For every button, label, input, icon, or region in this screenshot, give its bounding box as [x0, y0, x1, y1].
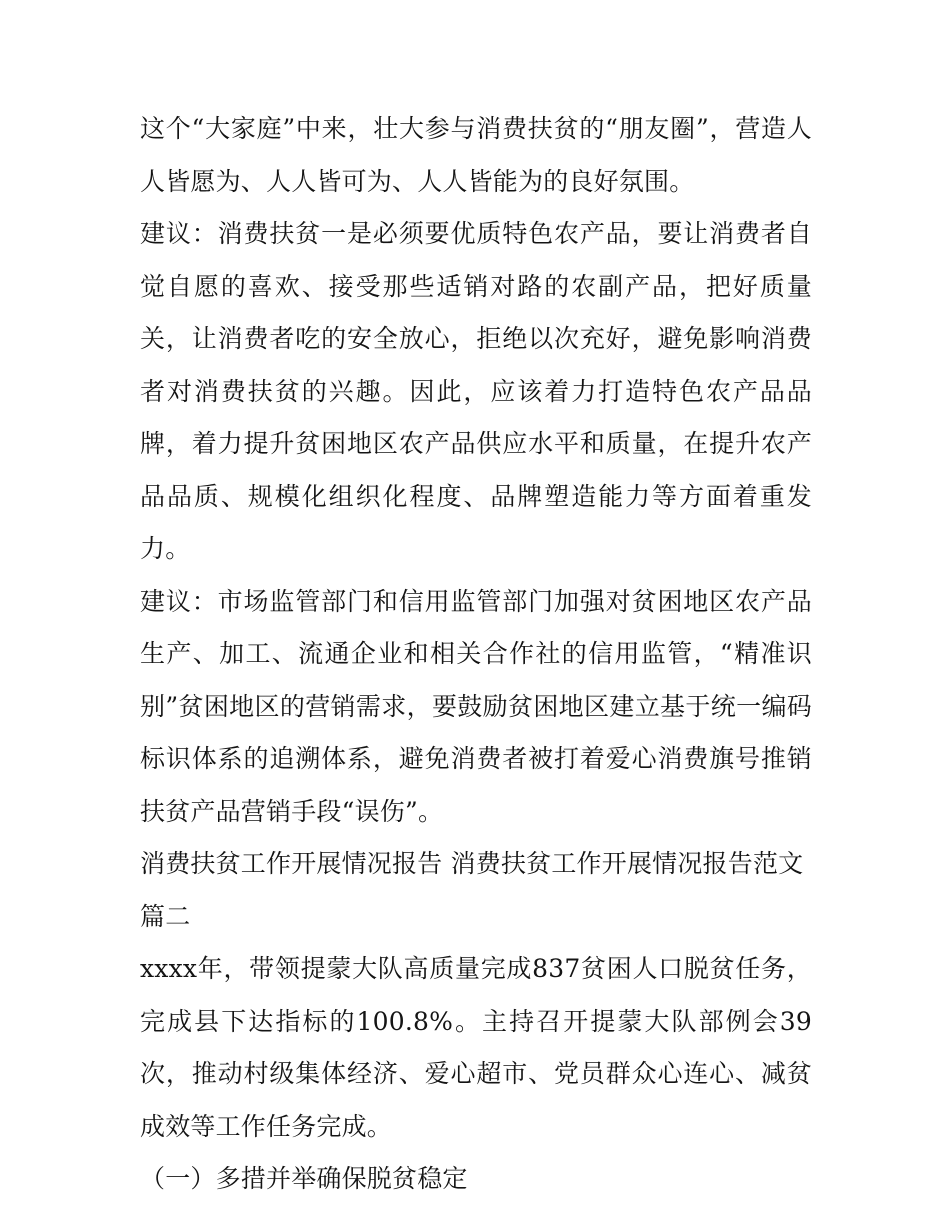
document-body: [140, 103, 812, 1206]
report-title: 消费扶贫工作开展情况报告 消费扶贫工作开展情况报告范文篇二: [140, 849, 804, 931]
paragraph-suggestion-supervision: 建议：市场监管部门和信用监管部门加强对贫困地区农产品生产、加工、流通企业和相关合作社的信用监管，“精准识别”贫困地区的营销需求，要鼓励贫困地区建立基于统一编码标识体系的追溯体系，避免消费者被打着爱心消费旗号推销扶贫产品营销手段“误伤”。: [140, 586, 812, 826]
section-heading-1: （一）多措并举确保脱贫稳定: [140, 1164, 468, 1193]
paragraph-annual-results: xxxx年，带领提蒙大队高质量完成837贫困人口脱贫任务，完成县下达指标的100.8%。主持召开提蒙大队部例会39次，推动村级集体经济、爱心超市、党员群众心连心、减贫成效等工作任务完成。: [140, 954, 812, 1141]
paragraph-big-family: 这个“大家庭”中来，壮大参与消费扶贫的“朋友圈”，营造人人皆愿为、人人皆可为、人人皆能为的良好氛围。: [140, 114, 812, 196]
paragraph-suggestion-quality: 建议：消费扶贫一是必须要优质特色农产品，要让消费者自觉自愿的喜欢、接受那些适销对路的农副产品，把好质量关，让消费者吃的安全放心，拒绝以次充好，避免影响消费者对消费扶贫的兴趣。因此，应该着力打造特色农产品品牌，着力提升贫困地区农产品供应水平和质量，在提升农产品品质、规模化组织化程度、品牌塑造能力等方面着重发力。: [140, 219, 812, 563]
